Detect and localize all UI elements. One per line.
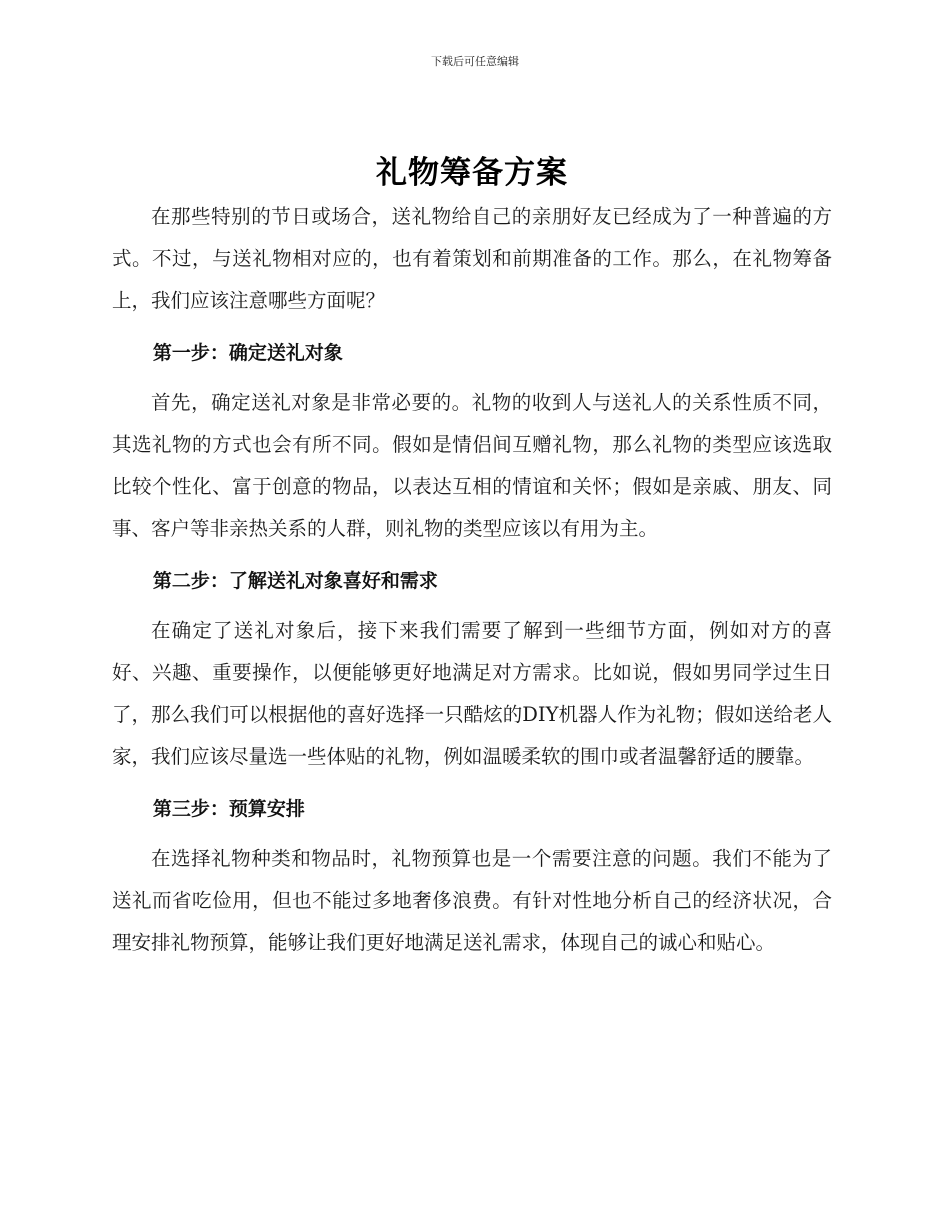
document-body	[112, 150, 832, 964]
section-paragraph-step-1: 首先，确定送礼对象是非常必要的。礼物的收到人与送礼人的关系性质不同，其选礼物的方式也会有所不同。假如是情侣间互赠礼物，那么礼物的类型应该选取比较个性化、富于创意的物品，以表达互相的情谊和关怀；假如是亲戚、朋友、同事、客户等非亲热关系的人群，则礼物的类型应该以有用为主。	[112, 391, 832, 540]
header-note: 下载后可任意编辑	[431, 55, 519, 68]
section-paragraph-step-3: 在选择礼物种类和物品时，礼物预算也是一个需要注意的问题。我们不能为了送礼而省吃俭用，但也不能过多地奢侈浪费。有针对性地分析自己的经济状况，合理安排礼物预算，能够让我们更好地满足送礼需求，体现自己的诚心和贴心。	[112, 847, 832, 954]
document-title: 礼物筹备方案	[376, 155, 568, 191]
section-heading-step-2: 第二步：了解送礼对象喜好和需求	[152, 570, 438, 592]
section-heading-step-1: 第一步：确定送礼对象	[152, 342, 343, 364]
section-heading-step-3: 第三步：预算安排	[152, 798, 305, 820]
intro-paragraph: 在那些特别的节日或场合，送礼物给自己的亲朋好友已经成为了一种普遍的方式。不过，与送礼物相对应的，也有着策划和前期准备的工作。那么，在礼物筹备上，我们应该注意哪些方面呢？	[112, 205, 832, 312]
section-paragraph-step-2: 在确定了送礼对象后，接下来我们需要了解到一些细节方面，例如对方的喜好、兴趣、重要操作，以便能够更好地满足对方需求。比如说，假如男同学过生日了，那么我们可以根据他的喜好选择一只酷炫的DIY机器人作为礼物；假如送给老人家，我们应该尽量选一些体贴的礼物，例如温暖柔软的围巾或者温馨舒适的腰靠。	[112, 619, 832, 768]
